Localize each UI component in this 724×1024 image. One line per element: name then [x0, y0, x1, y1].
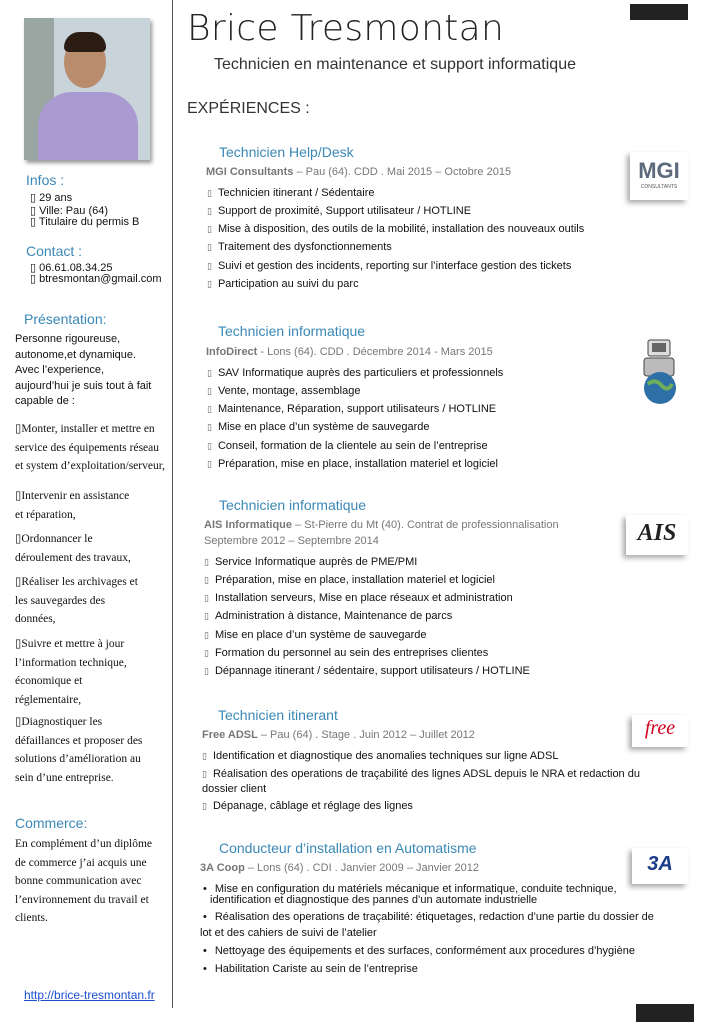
job-item: ▯ Préparation, mise en place, installation materiel et logiciel	[207, 458, 498, 470]
job-title: Conducteur d’installation en Automatisme	[219, 840, 477, 856]
job-title: Technicien informatique	[218, 323, 366, 339]
job-item: ▯ Support de proximité, Support utilisateur / HOTLINE	[207, 205, 472, 217]
job-item: ▯ Dépannage itinerant / sédentaire, support utilisateurs / HOTLINE	[204, 665, 530, 677]
job-item: ▯ Vente, montage, assemblage	[207, 385, 361, 397]
infos-heading: Infos :	[26, 172, 65, 188]
job-title: Technicien Help/Desk	[219, 144, 354, 160]
free-logo: free	[632, 715, 688, 747]
job-item: ▯ Mise en place d’un système de sauvegarde	[204, 629, 427, 641]
commerce-text: En complément d’un diplôme de commerce j’ai acquis une bonne communication avec l’environnement du travail et clients.	[15, 838, 153, 924]
job-item: ▯ Dépanage, câblage et réglage des lignes	[202, 800, 413, 812]
job-item-cont: lot et des cahiers de suivi de l’atelier	[200, 927, 377, 939]
job-item: • Mise en configuration du matériels mécanique et informatique, conduite technique,	[203, 883, 617, 895]
job-meta: 3A Coop – Lons (64) . CDI . Janvier 2009 – Janvier 2012	[200, 862, 479, 874]
job-item: • Réalisation des operations de traçabilité: étiquetages, redaction d’une partie du dossier de	[203, 911, 654, 923]
job-meta: Free ADSL – Pau (64) . Stage . Juin 2012 – Juillet 2012	[202, 729, 475, 741]
column-divider	[172, 0, 173, 1008]
bottom-right-bar	[636, 1004, 694, 1022]
presentation-heading: Présentation:	[24, 311, 107, 327]
job-meta: InfoDirect - Lons (64). CDD . Décembre 2014 - Mars 2015	[206, 346, 493, 358]
job-item: • Habilitation Cariste au sein de l’entreprise	[203, 963, 418, 975]
job-item: ▯ Traitement des dysfonctionnements	[207, 241, 392, 253]
infos-line: ▯ 29 ans	[30, 192, 73, 204]
job-meta: AIS Informatique – St-Pierre du Mt (40). Contrat de professionnalisation	[204, 519, 559, 531]
job-item: ▯ Administration à distance, Maintenance de parcs	[204, 610, 453, 622]
job-item: ▯ Installation serveurs, Mise en place réseaux et administration	[204, 592, 513, 604]
job-title: Technicien itinerant	[218, 707, 338, 723]
skill-block: ▯Diagnostiquer les défaillances et proposer des solutions d’amélioration au sein d’une entreprise.	[15, 716, 143, 784]
job-item: ▯ Technicien itinerant / Sédentaire	[207, 187, 375, 199]
3a-logo: 3A	[632, 848, 688, 884]
ais-logo: AIS	[626, 515, 688, 555]
skill-block: ▯Suivre et mettre à jour l’information technique, économique et réglementaire,	[15, 638, 127, 706]
profile-photo	[24, 18, 150, 160]
job-item-cont: identification et diagnostique des pannes d’un automate industrielle	[210, 894, 538, 906]
infodirect-logo	[634, 336, 686, 406]
contact-heading: Contact :	[26, 243, 83, 259]
skill-block: ▯Ordonnancer le déroulement des travaux,	[15, 533, 131, 564]
job-meta: MGI Consultants – Pau (64). CDD . Mai 2015 – Octobre 2015	[206, 166, 512, 178]
job-item: ▯ Mise à disposition, des outils de la mobilité, installation des nouveaux outils	[207, 223, 585, 235]
job-item: ▯ SAV Informatique auprès des particuliers et professionnels	[207, 367, 504, 379]
skill-block: ▯Intervenir en assistance et réparation,	[15, 490, 130, 521]
email: ▯ btresmontan@gmail.com	[30, 273, 162, 285]
page-title: Brice Tresmontan	[187, 8, 505, 49]
infos-line: ▯ Titulaire du permis B	[30, 216, 140, 228]
skill-block: ▯Monter, installer et mettre en service des équipements réseau et system d’exploitation/serveur,	[15, 423, 165, 472]
infos-line: ▯ Ville: Pau (64)	[30, 205, 108, 217]
page-subtitle: Technicien en maintenance et support informatique	[214, 56, 576, 73]
job-item: ▯ Service Informatique auprès de PME/PMI	[204, 556, 418, 568]
job-item: ▯ Mise en place d’un système de sauvegarde	[207, 421, 430, 433]
phone: ▯ 06.61.08.34.25	[30, 262, 113, 274]
skill-block: ▯Réaliser les archivages et les sauvegardes des données,	[15, 576, 138, 625]
job-item: • Nettoyage des équipements et des surfaces, conformément aux procedures d’hygiène	[203, 945, 635, 957]
mgi-logo: MGI CONSULTANTS	[630, 152, 688, 200]
job-item: ▯ Formation du personnel au sein des entreprises clientes	[204, 647, 489, 659]
presentation-intro: Personne rigoureuse, autonome,et dynamique. Avec l’experience, aujourd’hui je suis tout à fait capable de :	[15, 333, 152, 407]
job-item: ▯ Réalisation des operations de traçabilité des lignes ADSL depuis le NRA et redaction du	[202, 768, 640, 780]
job-item: ▯ Conseil, formation de la clientele au sein de l’entreprise	[207, 440, 488, 452]
top-right-bar	[630, 4, 688, 20]
job-item-cont: dossier client	[202, 783, 267, 795]
job-item: ▯ Suivi et gestion des incidents, reporting sur l’interface gestion des tickets	[207, 260, 572, 272]
job-item: ▯ Participation au suivi du parc	[207, 278, 359, 290]
job-item: ▯ Maintenance, Réparation, support utilisateurs / HOTLINE	[207, 403, 497, 415]
website-link[interactable]: http://brice-tresmontan.fr	[24, 988, 155, 1002]
job-item: ▯ Identification et diagnostique des anomalies techniques sur ligne ADSL	[202, 750, 559, 762]
job-title: Technicien informatique	[219, 497, 367, 513]
job-item: ▯ Préparation, mise en place, installation materiel et logiciel	[204, 574, 495, 586]
section-heading: EXPÉRIENCES :	[187, 100, 310, 117]
commerce-heading: Commerce:	[15, 815, 88, 831]
job-meta-dates: Septembre 2012 – Septembre 2014	[204, 535, 379, 547]
